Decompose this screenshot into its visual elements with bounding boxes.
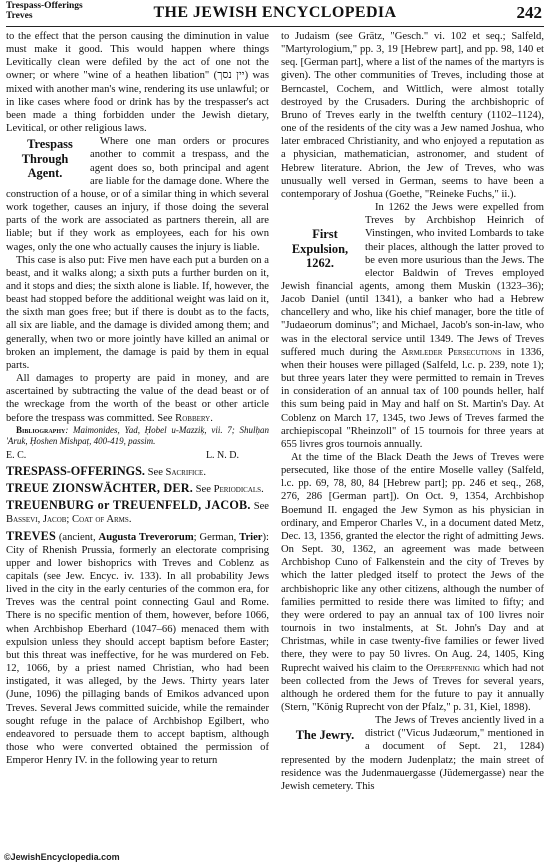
left-column bbox=[6, 30, 269, 856]
entry-treves bbox=[6, 530, 269, 768]
ancient-name: Augusta Treverorum bbox=[98, 531, 194, 543]
cross-reference-link[interactable]: Bassevi, Jacob; Coat of Arms bbox=[6, 514, 129, 526]
running-head-section: Trespass-Offerings Treves bbox=[6, 1, 83, 21]
cross-reference-link[interactable]: Opferpfennig bbox=[426, 662, 480, 674]
paragraph-text: In 1262 the Jews were expelled from Treves by Archbishop Heinrich of Vinstingen, who invited Lombards to take their places, although the latter proved to be even more usurious than the Jews. The elector Baldwin of Treves employed Jewish financial agents, among them Muskin (1323–36); Jacob Daniel (until 1341), a banker who had a Hebrew chancellery and who, like his chief manager, bore the title of "Judaeorum dominus"; and Michael, Jacob's son-in-law, who was in the electoral service until 1349. The Jews of Treves suffered much during the bbox=[281, 202, 544, 358]
cross-reference-link[interactable]: Armleder Persecutions bbox=[401, 346, 502, 358]
paragraph bbox=[281, 714, 544, 793]
bibliography-text: : Maimonides, Yad, Ḥobel u-Mazziḳ, vii. 7; Shulḥan 'Aruk, Ḥoshen Mishpaṭ, 400-419, passim. bbox=[6, 424, 269, 447]
paragraph: to the effect that the person causing the diminution in value must make it good. This would happen where things Levitically clean were defiled by the act of one not the owner; or where "wine of a heathen libation" (יין נסך) was mixed with another man's wine, rendering its use unlawful; or in like cases where food or drink has by the trespasser's act been made a thing forbidden under the Jewish dietary, Levitical, or other religious laws. bbox=[6, 31, 269, 135]
entry-treue-zionswachter: TREUE ZIONSWÄCHTER, DER. See Periodicals. bbox=[6, 481, 264, 496]
entry-headword: TRESPASS-OFFERINGS. bbox=[6, 463, 145, 478]
see-text: See bbox=[144, 466, 166, 478]
entry-headword: TREUE ZIONSWÄCHTER, DER. bbox=[6, 481, 193, 496]
paragraph-text: Where one man orders or procures another to commit a trespass, and the agent does so, both principal and agent are liable for the damage done. Where the construction of a house, or of a similar thing in which several work together, causes an injury, if those doing the several parts of the work are associated as partners therein, all are liable; but if they work as employees, each for his own wages, only the one who actually causes the injury is liable. bbox=[6, 136, 269, 253]
cross-reference-link[interactable]: Sacrifice bbox=[165, 466, 204, 478]
signature-initials-left: E. C. bbox=[6, 449, 27, 461]
paragraph-text: in 1336, when their houses were pillaged (Salfeld, l.c. p. 239, note 1); but three years later they were permitted to remain in Treves in consideration of an annual tax of 100 pounds heller, half this sum being paid in May and half on St. Martin's Day. At Coblenz on March 17, 1345, two Jews of Treves farmed the archiepiscopal "Rheinzoll" of 15 tournois for three years at 655 livres gros tournois annually. bbox=[281, 346, 544, 450]
see-text: See bbox=[192, 484, 214, 496]
paragraph bbox=[281, 201, 544, 451]
paragraph: to Judaism (see Grätz, "Gesch." vi. 102 et seq.; Salfeld, "Martyrologium," pp. 3, 19 [Hebrew part], and pp. 98, 140 et seq. [German part], where a list of the names of the martyrs is given). The other communities of Treves, including those at Berncastel, Cochem, and Wittlich, were almost totally destroyed by the Crusaders. During the archbishopric of Bruno of Treves early in the twelfth century (1102–1124), one of the residents of the city was a Jew named Joshua, who later embraced Christianity, and who enjoyed a reputation as a physician, mathematician, astronomer, and student of Hebrew literature. Abrion, the Jew of Treves, who was unusually well versed in German, seems to have been a contemporary of Joshua (Goethe, "Reineke Fuchs," ii.). bbox=[281, 31, 544, 200]
sidenote-trespass-through-agent: Trespass Through Agent. bbox=[21, 137, 73, 181]
entry-trespass-offerings: TRESPASS-OFFERINGS. See Sacrifice. bbox=[6, 463, 206, 478]
paragraph bbox=[6, 135, 269, 253]
right-column bbox=[281, 30, 544, 856]
running-head-title: THE JEWISH ENCYCLOPEDIA bbox=[153, 4, 397, 21]
paragraph-text: At the time of the Black Death the Jews of Treves were persecuted, like those of the entire Moselle valley (Salfeld, l.c. pp. 69, 78, 80, 84 [Hebrew part]; pp. 246 et seq., 268, 276, 286 [German part]). On Oct. 9, 1354, Archbishop Boemund II. engaged the Jew Symon as his physician in ordinary, and Emperor Charles V., in a document dated Metz, Dec. 13, 1356, granted the elector the right of admitting Jews. On Sept. 30, 1362, an agreement was made between Archbishop Cuno of Falkenstein and the city of Treves by which the latter pledged itself to protect the Jews of the archbishopric like any other citizens, although the number of families permitted to reside there was limited to fifty; and they were ordered to pay an annual tax of 100 livres noir tournois in two instalments, at St. John's Day and at Christmas, while in case twenty-five families or fewer lived there, they were to pay 50 livres. On Aug. 24, 1405, King Ruprecht waived his claim to the bbox=[281, 452, 544, 674]
paragraph: All damages to property are paid in money, and are ascertained by subtracting the value of the dead beast or of the wreckage from the worth of the beast or other article before the trespass was committed. See Robbery. bbox=[6, 373, 269, 424]
see-text: See bbox=[250, 501, 269, 513]
signature-initials-right: L. N. D. bbox=[205, 449, 239, 461]
paragraph bbox=[281, 451, 544, 714]
entry-text: (ancient, bbox=[55, 531, 99, 543]
entry-text: ): City of Rhenish Prussia, formerly an electorate comprising upper and lower bishoprics with Treves and Coblenz as capitals (see Jew. Encyc. iv. 133). In all probability Jews lived in the city in the early centuries of the common era, for Treves was the central point connecting Gaul and Rome. There is no specific mention of them, however, before 1066, when Archbishop Eberhard (1047–66) menaced them with expulsion unless they should accept baptism before Easter; but this threat was ineffective, for he was murdered on Feb. 12, 1066, by a priest named Christian, who had been instigated, it was alleged, by the Jews. Thirty years later (June, 1096) the pillaging bands of Emikos advanced upon Treves. Several Jews committed suicide, while the remainder sought refuge in the palace of Archbishop Egilbert, who endeavored to persuade them to accept baptism, although those who were converted obtained the permission of Emperor Henry IV. in the following year to return bbox=[6, 531, 269, 767]
paragraph-text: The Jews of Treves anciently lived in a district ("Vicus Judæorum," mentioned in a document of Sept. 21, 1284) represented by the modern Judenplatz; the main street of residence was the Judenmauergasse (Jüdemergasse) near the Jewish cemetery. This bbox=[281, 715, 544, 792]
entry-headword: TREUENBURG or TREUENFELD, JACOB. bbox=[6, 498, 251, 513]
bibliography bbox=[6, 425, 269, 448]
paragraph: This case is also put: Five men have each put a burden on a beast, and it walks along; a sixth puts a further burden on it, and it stops and dies; the sixth alone is liable. If, however, the beast had stopped before the additional weight was laid on it, the sixth man goes free; but if there is doubt as to the facts, all six are liable, and the damage is divided among them; and generally, when two or more jointly have killed an animal or broken an implement, the damage is paid by them in equal parts. bbox=[6, 254, 269, 371]
entry-treuenburg: TREUENBURG or TREUENFELD, JACOB. See Bassevi, Jacob; Coat of Arms. bbox=[6, 498, 269, 526]
watermark: ©JewishEncyclopedia.com bbox=[4, 852, 120, 862]
bibliography-label: Bibliography bbox=[16, 424, 66, 435]
author-signature bbox=[6, 449, 269, 462]
page-number: 242 bbox=[516, 3, 542, 22]
cross-reference-link[interactable]: Periodicals bbox=[213, 484, 262, 496]
german-name: Trier bbox=[239, 531, 263, 543]
paragraph-text: which had not been collected from the Jews of Treves for several years, although he ordered them for the future to pay it annually (Stern, "König Ruprecht von der Pfalz," p. 31, Kiel, 1898). bbox=[281, 662, 544, 713]
entry-text: ; German, bbox=[193, 531, 240, 543]
entry-headword: TREVES bbox=[6, 528, 56, 543]
cross-reference-link[interactable]: Robbery bbox=[175, 412, 211, 424]
sidenote-the-jewry: The Jewry. bbox=[295, 728, 355, 743]
page-header bbox=[6, 0, 544, 27]
paragraph-text: All damages to property are paid in money, and are ascertained by subtracting the value of the dead beast or of the wreckage from the worth of the beast or other article before the trespass was committed. See bbox=[6, 373, 269, 424]
sidenote-first-expulsion: First Expulsion, 1262. bbox=[291, 227, 349, 271]
